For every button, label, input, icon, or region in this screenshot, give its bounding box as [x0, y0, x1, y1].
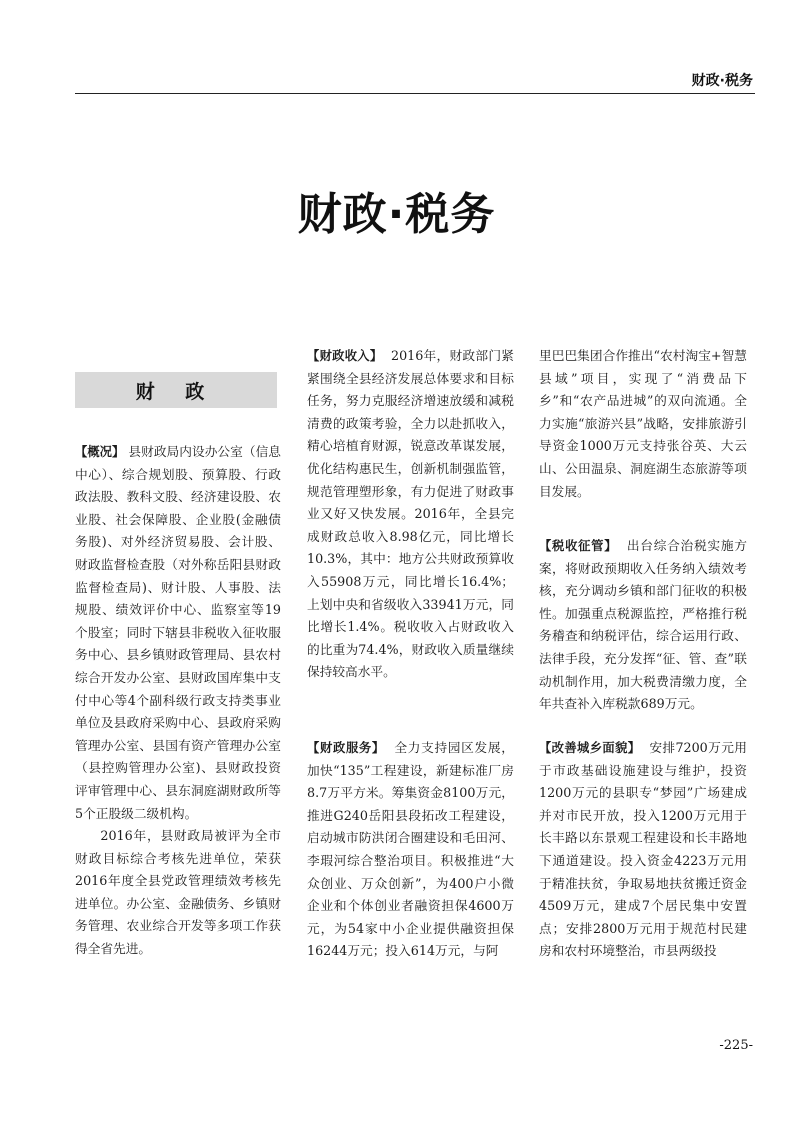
page-number: -225- [719, 1038, 753, 1053]
continuation-paragraph: 里巴巴集团合作推出“农村淘宝+智慧县域”项目，实现了“消费品下乡”和“农产品进城”的双向流通。全力实施“旅游兴县”战略，安排旅游引导资金1000万元支持张谷英、大云山、公田温泉、洞庭湖生态旅游等项目发展。 [539, 348, 747, 499]
running-head-title: 财政·税务 [691, 73, 753, 89]
tax-body: 出台综合治税实施方案，将财政预期收入任务纳入绩效考核，充分调动乡镇和部门征收的积极性。加强重点税源监控，严格推行税务稽查和纳税评估，综合运用行政、法律手段，充分发挥“征、管、查”联动机制作用，加大税费清缴力度，全年共查补入库税款689万元。 [539, 538, 747, 712]
section-heading-band [75, 372, 277, 408]
overview-body: 县财政局内设办公室（信息中心）、综合规划股、预算股、行政政法股、教科文股、经济建设股、农业股、社会保障股、企业股(金融债务股)、对外经济贸易股、会计股、财政监督检查股（对外称岳阳县财政监督检查局)、财计股、人事股、法规股、绩效评价中心、监察室等19个股室；同时下辖县非税收入征收服务中心、县乡镇财政管理局、县农村综合开发办公室、县财政国库集中支付中心等4个副科级行政支持类事业单位及县政府采购中心、县政府采购管理办公室、县国有资产管理办公室（县控购管理办公室)、县财政投资评审管理中心、县东洞庭湖财政所等5个正股级二级机构。 [75, 444, 281, 821]
revenue-paragraph [307, 345, 514, 684]
urban-heading: 【改善城乡面貌】 [539, 741, 641, 755]
urban-paragraph [539, 737, 747, 963]
services-heading: 【财政服务】 [307, 741, 385, 755]
services-body: 全力支持园区发展，加快“135”工程建设，新建标准厂房8.7万平方米。筹集资金8100万元，推进G240岳阳县段拓改工程建设，启动城市防洪闭合圈建设和毛田河、李瑕河综合整治项目。积极推进“大众创业、万众创新”，为400户小微企业和个体创业者融资担保4600万元，为54家中小企业提供融资担保16244万元；投入614万元，与阿 [307, 740, 514, 959]
revenue-body: 2016年，财政部门紧紧围绕全县经济发展总体要求和目标任务，努力克服经济增速放缓和减税清费的政策考验，全力以赴抓收入，精心培植育财源，锐意改革谋发展，优化结构惠民生，创新机制强监管，规范管理塑形象，有力促进了财政事业又好又快发展。2016年，全县完成财政总收入8.98亿元，同比增长10.3%，其中：地方公共财政预算收入55908万元，同比增长16.4%；上划中央和省级收入33941万元，同比增长1.4%。税收收入占财政收入的比重为74.4%，财政收入质量继续保持较高水平。 [307, 348, 514, 680]
column-2-lower [307, 737, 514, 963]
column-3-tax [539, 535, 747, 716]
column-2 [307, 345, 514, 684]
tax-heading: 【税收征管】 [539, 539, 618, 553]
overview-paragraph [75, 441, 281, 825]
overview-heading: 【概况】 [75, 445, 125, 459]
tax-paragraph [539, 535, 747, 716]
urban-body: 安排7200万元用于市政基础设施建设与维护，投资1200万元的县职专“梦园”广场建成并对市民开放，投入1200万元用于长丰路以东景观工程建设和长丰路地下通道建设。投入资金4223万元用于精准扶贫，争取易地扶贫搬迁资金4509万元，建成7个居民集中安置点；安排2800万元用于规范村民建房和农村环境整治，市县两级投 [539, 740, 747, 959]
overview-paragraph-2: 2016年，县财政局被评为全市财政目标综合考核先进单位，荣获2016年度全县党政管理绩效考核先进单位。办公室、金融债务、乡镇财务管理、农业综合开发等多项工作获得全省先进。 [75, 828, 281, 957]
revenue-heading: 【财政收入】 [307, 349, 383, 363]
section-title: 财 政 [135, 380, 217, 403]
column-1 [75, 441, 281, 961]
column-3 [539, 345, 747, 503]
column-3-urban [539, 737, 747, 963]
services-paragraph [307, 737, 514, 963]
header-rule [75, 93, 755, 94]
chapter-title: 财政·税务 [297, 189, 496, 240]
